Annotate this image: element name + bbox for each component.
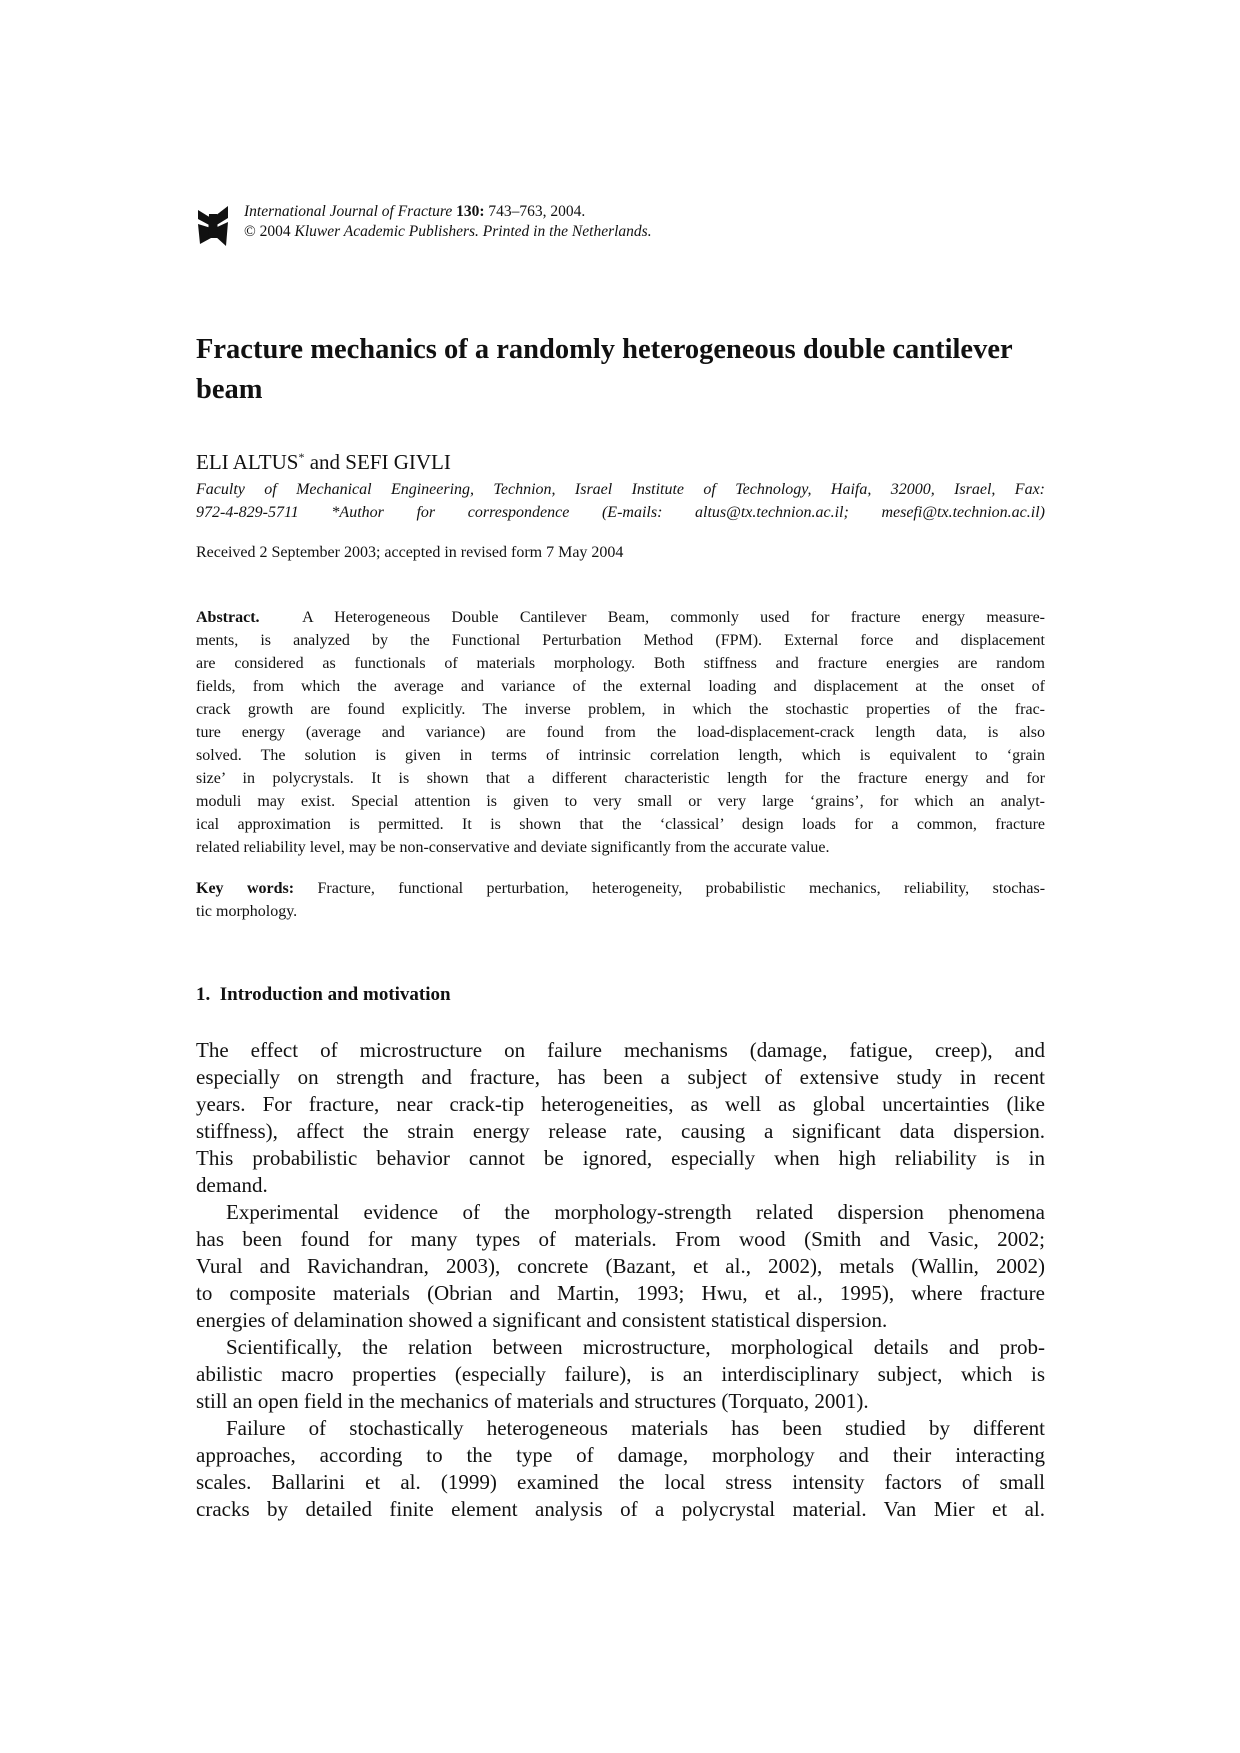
body-line: Experimental evidence of the morphology-strength related dispersion phenomena [226, 1200, 1045, 1224]
journal-pages-year: 743–763, 2004. [484, 203, 586, 220]
keywords-label: Key words: [196, 880, 295, 897]
paragraph [196, 1199, 1045, 1334]
keywords [196, 877, 1045, 923]
body-line: scales. Ballarini et al. (1999) examined the local stress intensity factors of small [196, 1470, 1045, 1494]
abstract-line: solved. The solution is given in terms of intrinsic correlation length, which is equivalent to ‘grain [196, 747, 1045, 764]
author-2: and SEFI GIVLI [304, 450, 451, 474]
affiliation-line: Faculty of Mechanical Engineering, Technion, Israel Institute of Technology, Haifa, 32000, Israel, Fax: [196, 481, 1045, 498]
body-line: demand. [196, 1173, 268, 1197]
keywords-line: tic morphology. [196, 903, 298, 920]
body-line: stiffness), affect the strain energy release rate, causing a significant data dispersion. [196, 1119, 1045, 1143]
body-line: cracks by detailed finite element analysis of a polycrystal material. Van Mier et al. [196, 1497, 1045, 1521]
paragraph [196, 1037, 1045, 1199]
body-line: abilistic macro properties (especially failure), is an interdisciplinary subject, which is [196, 1362, 1045, 1386]
body-line: especially on strength and fracture, has been a subject of extensive study in recent [196, 1065, 1045, 1089]
abstract-line: ical approximation is permitted. It is shown that the ‘classical’ design loads for a common, fracture [196, 816, 1045, 833]
section-heading [196, 984, 451, 1006]
body-line: Scientifically, the relation between microstructure, morphological details and prob- [226, 1335, 1045, 1359]
body-line: The effect of microstructure on failure mechanisms (damage, fatigue, creep), and [196, 1038, 1045, 1062]
body-line: years. For fracture, near crack-tip heterogeneities, as well as global uncertainties (like [196, 1092, 1045, 1116]
received-date: Received 2 September 2003; accepted in revised form 7 May 2004 [196, 544, 624, 561]
abstract-label: Abstract. [196, 609, 260, 626]
journal-citation [244, 202, 652, 242]
body-line: This probabilistic behavior cannot be ignored, especially when high reliability is in [196, 1146, 1045, 1170]
publisher-logo-icon [196, 204, 230, 248]
correspondence-mark: * [298, 450, 305, 464]
paragraph [196, 1415, 1045, 1523]
affiliation [196, 478, 1045, 524]
abstract-line: related reliability level, may be non-conservative and deviate significantly from the accurate value. [196, 839, 830, 856]
journal-volume: 130: [456, 203, 485, 220]
copyright-prefix: © 2004 [244, 223, 295, 240]
abstract-line: Abstract. A Heterogeneous Double Cantilever Beam, commonly used for fracture energy measure- [196, 609, 1045, 626]
body-line: Vural and Ravichandran, 2003), concrete (Bazant, et al., 2002), metals (Wallin, 2002) [196, 1254, 1045, 1278]
body-line: Failure of stochastically heterogeneous materials has been studied by different [226, 1416, 1045, 1440]
body-text [196, 1037, 1045, 1523]
body-line: energies of delamination showed a significant and consistent statistical dispersion. [196, 1308, 888, 1332]
body-line: has been found for many types of materials. From wood (Smith and Vasic, 2002; [196, 1227, 1045, 1251]
body-line: to composite materials (Obrian and Martin, 1993; Hwu, et al., 1995), where fracture [196, 1281, 1045, 1305]
abstract-line: fields, from which the average and variance of the external loading and displacement at the onset of [196, 678, 1045, 695]
abstract-line: ments, is analyzed by the Functional Perturbation Method (FPM). External force and displacement [196, 632, 1045, 649]
abstract-line: moduli may exist. Special attention is given to very small or very large ‘grains’, for which an analyt- [196, 793, 1045, 810]
abstract-line: ture energy (average and variance) are found from the load-displacement-crack length data, is also [196, 724, 1045, 741]
journal-name: International Journal of Fracture [244, 203, 453, 220]
body-line: approaches, according to the type of damage, morphology and their interacting [196, 1443, 1045, 1467]
publisher-line: Kluwer Academic Publishers. Printed in the Netherlands. [294, 223, 652, 240]
author-1: ELI ALTUS [196, 450, 299, 474]
abstract-line: size’ in polycrystals. It is shown that a different characteristic length for the fracture energy and for [196, 770, 1045, 787]
section-number: 1. [196, 984, 211, 1005]
abstract-line: are considered as functionals of materials morphology. Both stiffness and fracture energies are random [196, 655, 1045, 672]
paragraph [196, 1334, 1045, 1415]
body-line: still an open field in the mechanics of materials and structures (Torquato, 2001). [196, 1389, 869, 1413]
affiliation-line: 972-4-829-5711 *Author for correspondence (E-mails: altus@tx.technion.ac.il; mesefi@tx.technion.ac.il) [196, 504, 1045, 521]
section-title: Introduction and motivation [219, 984, 451, 1005]
keywords-line: Key words: Fracture, functional perturbation, heterogeneity, probabilistic mechanics, reliability, stochas- [196, 880, 1046, 897]
abstract-line: crack growth are found explicitly. The inverse problem, in which the stochastic properties of the frac- [196, 701, 1045, 718]
abstract [196, 606, 1045, 859]
paper-title: Fracture mechanics of a randomly heterogeneous double cantilever beam [196, 334, 1013, 405]
author-list [196, 450, 451, 475]
